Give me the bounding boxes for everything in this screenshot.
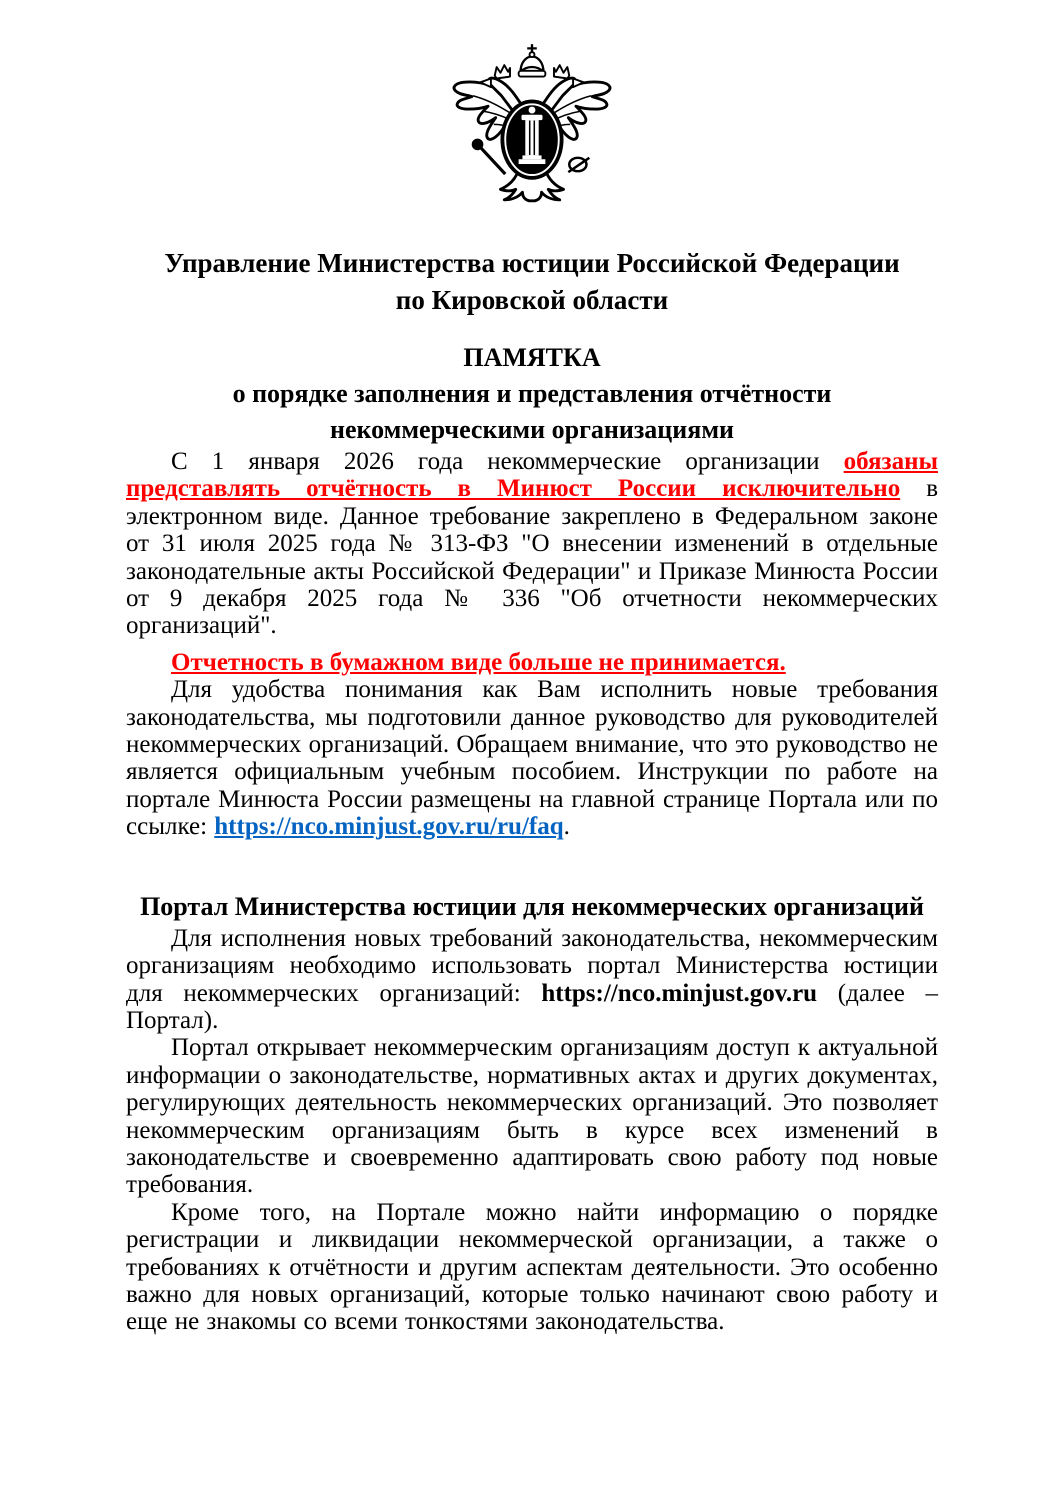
paragraph-portal-url — [126, 925, 938, 1035]
faq-link[interactable]: https://nco.minjust.gov.ru/ru/faq — [214, 813, 564, 841]
doc-subtitle-line1: о порядке заполнения и представления отчётности — [232, 379, 832, 408]
doc-subtitle-line2: некоммерческими организациями — [329, 415, 735, 444]
document-body — [126, 448, 938, 1336]
double-headed-eagle-icon — [446, 40, 618, 203]
paragraph-portal-access: Портал открывает некоммерческим организациям доступ к актуальной информации о законодательстве, нормативных актах и других документах, регулирующих деятельность некоммерческих организаций. Это позволяет некоммерческим организациям быть в курсе всех изменений в законодательстве и своевременно адаптировать свою работу под новые требования. — [126, 1034, 938, 1199]
doc-heading — [126, 340, 938, 448]
p3-portal-text: Для исполнения новых требований законодательства, некоммерческим организациям необходимо использовать портал Министерства юстиции для некоммерческих организаций: — [126, 924, 938, 1007]
doc-type-title: ПАМЯТКА — [463, 343, 601, 372]
ministry-emblem — [126, 40, 938, 205]
p3-portal-alias-text: (далее – Портал). — [126, 979, 938, 1034]
paper-reports-notice: Отчетность в бумажном виде больше не принимается. — [171, 648, 786, 676]
paragraph-portal-extra-info: Кроме того, на Портале можно найти информацию о порядке регистрации и ликвидации некоммерческой организации, а также о требованиях к отчётности и другим аспектам деятельности. Это особенно важно для новых организаций, которые только начинают свою работу и еще не знакомы со всеми тонкостями законодательства. — [126, 1198, 938, 1336]
red-emphasis-text: обязаны представлять отчётность в Минюст России исключительно — [126, 448, 938, 503]
p2-guide-text: Для удобства понимания как Вам исполнить новые требования законодательства, мы подготовили данное руководство для руководителей некоммерческих организаций. Обращаем внимание, что это руководство не является официальным учебным пособием. Инструкции по работе на портале Минюста России размещены на главной странице Портала или по ссылке: — [126, 676, 938, 841]
p1-intro-text: С 1 января 2026 года некоммерческие организации — [171, 448, 844, 475]
section-heading-portal: Портал Министерства юстиции для некоммерческих организаций — [140, 891, 924, 921]
org-title-line2: по Кировской области — [395, 285, 669, 315]
portal-url-text: https://nco.minjust.gov.ru — [541, 979, 818, 1007]
paragraph-guide-info — [126, 676, 938, 840]
org-title-line1: Управление Министерства юстиции Российской Федерации — [164, 248, 900, 278]
p1-law-references-text: в электронном виде. Данное требование закреплено в Федеральном законе от 31 июля 2025 года № 313-ФЗ "О внесении изменений в отдельные законодательные акты Российской Федерации" и Приказе Минюста России от 9 декабря 2025 года № 336 "Об отчетности некоммерческих организаций". — [126, 475, 939, 640]
paragraph-law-requirement — [126, 448, 938, 640]
p2-period: . — [563, 813, 570, 841]
org-title — [126, 245, 938, 319]
